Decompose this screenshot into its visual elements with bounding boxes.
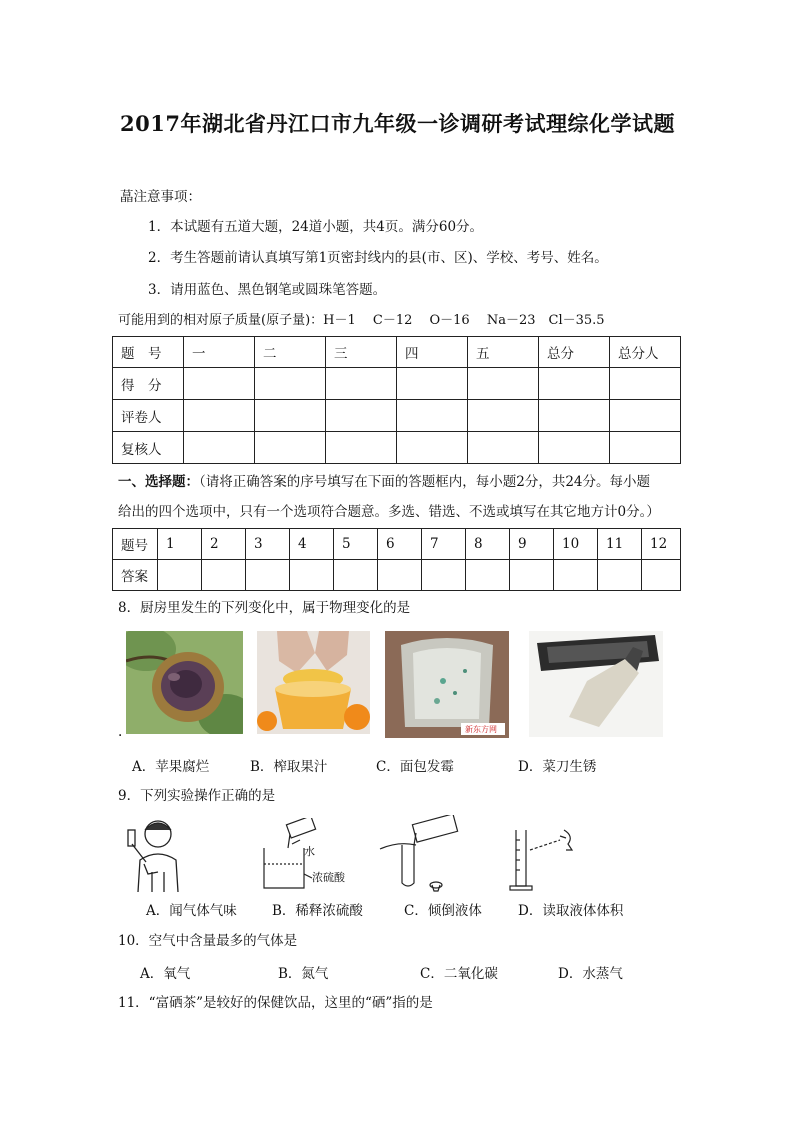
q9-option-c[interactable]: C．倾倒液体 — [404, 903, 482, 919]
score-cell[interactable] — [326, 368, 397, 400]
q10-option-c[interactable]: C．二氧化碳 — [420, 966, 498, 982]
score-cell[interactable] — [397, 432, 468, 464]
q9-option-a[interactable]: A．闻气体气味 — [146, 903, 237, 919]
question-9-options — [146, 899, 666, 919]
question-8-options — [132, 755, 652, 775]
score-cell[interactable] — [326, 400, 397, 432]
answer-header-cell: 10 — [554, 529, 598, 560]
score-table-header-row — [113, 337, 681, 368]
score-header-cell: 三 — [326, 337, 397, 368]
score-cell[interactable] — [610, 368, 681, 400]
answer-table-header-row — [113, 529, 681, 560]
score-table-row — [113, 432, 681, 464]
score-cell[interactable] — [397, 368, 468, 400]
q10-option-b[interactable]: B．氮气 — [278, 966, 329, 982]
answer-header-cell: 2 — [202, 529, 246, 560]
score-cell[interactable] — [184, 368, 255, 400]
q8-option-b[interactable]: B．榨取果汁 — [250, 759, 328, 775]
answer-header-cell: 题号 — [113, 529, 158, 560]
score-cell[interactable] — [397, 400, 468, 432]
score-cell[interactable] — [184, 400, 255, 432]
score-cell[interactable] — [610, 432, 681, 464]
page-title: 2017年湖北省丹江口市九年级一诊调研考试理综化学试题 — [120, 111, 675, 136]
notice-item-3: 3．请用蓝色、黑色钢笔或圆珠笔答题。 — [148, 282, 387, 298]
answer-cell[interactable] — [158, 560, 202, 591]
answer-header-cell: 6 — [378, 529, 422, 560]
score-header-cell: 四 — [397, 337, 468, 368]
score-cell[interactable] — [539, 368, 610, 400]
notice-heading: 蕌注意事项： — [120, 189, 201, 205]
answer-header-cell: 3 — [246, 529, 290, 560]
answer-header-cell: 12 — [642, 529, 681, 560]
score-header-cell: 一 — [184, 337, 255, 368]
question-11-stem: 11．“富硒茶”是较好的保健饮品，这里的“硒”指的是 — [118, 995, 433, 1011]
question-10-options — [140, 962, 660, 982]
score-cell[interactable] — [255, 432, 326, 464]
answer-header-cell: 9 — [510, 529, 554, 560]
score-row-label: 复核人 — [113, 432, 184, 464]
answer-cell[interactable] — [378, 560, 422, 591]
score-cell[interactable] — [610, 400, 681, 432]
answer-cell[interactable] — [422, 560, 466, 591]
rusty-knife-photo — [529, 631, 663, 737]
answer-row-label: 答案 — [113, 560, 158, 591]
label-conc-acid: 浓硫酸 — [312, 871, 345, 884]
score-cell[interactable] — [468, 400, 539, 432]
answer-header-cell: 11 — [598, 529, 642, 560]
read-volume-illustration — [508, 820, 586, 892]
score-table — [112, 336, 681, 464]
answer-header-cell: 1 — [158, 529, 202, 560]
answer-cell[interactable] — [334, 560, 378, 591]
atomic-mass-line: 可能用到的相对原子质量(原子量)：H－1 C－12 O－16 Na－23 Cl－35.5 — [118, 313, 605, 328]
juicer-photo — [257, 631, 370, 734]
score-header-cell: 总分人 — [610, 337, 681, 368]
q10-option-d[interactable]: D．水蒸气 — [558, 966, 623, 982]
answer-cell[interactable] — [510, 560, 554, 591]
q8-option-c[interactable]: C．面包发霉 — [376, 759, 454, 775]
answer-cell[interactable] — [202, 560, 246, 591]
answer-header-cell: 8 — [466, 529, 510, 560]
score-cell[interactable] — [468, 432, 539, 464]
score-header-cell: 总分 — [539, 337, 610, 368]
label-water: 水 — [304, 845, 315, 858]
moldy-bread-photo — [385, 631, 509, 738]
score-cell[interactable] — [255, 400, 326, 432]
score-cell[interactable] — [255, 368, 326, 400]
q9-option-d[interactable]: D．读取液体体积 — [518, 903, 624, 919]
answer-cell[interactable] — [246, 560, 290, 591]
score-header-cell: 五 — [468, 337, 539, 368]
answer-header-cell: 7 — [422, 529, 466, 560]
question-8-dot: . — [118, 724, 123, 740]
score-cell[interactable] — [539, 400, 610, 432]
notice-item-2: 2．考生答题前请认真填写第1页密封线内的县(市、区)、学校、考号、姓名。 — [148, 250, 608, 266]
q8-option-a[interactable]: A．苹果腐烂 — [132, 759, 210, 775]
score-cell[interactable] — [326, 432, 397, 464]
question-9-stem: 9．下列实验操作正确的是 — [118, 788, 276, 804]
question-8-stem: 8．厨房里发生的下列变化中，属于物理变化的是 — [118, 600, 411, 616]
score-cell[interactable] — [468, 368, 539, 400]
smell-gas-illustration — [118, 812, 198, 892]
q10-option-a[interactable]: A．氧气 — [140, 966, 191, 982]
question-10-stem: 10．空气中含量最多的气体是 — [118, 933, 298, 949]
section1-heading: 一、选择题： — [118, 474, 199, 490]
answer-cell[interactable] — [466, 560, 510, 591]
pour-liquid-illustration — [378, 815, 466, 893]
notice-item-1: 1．本试题有五道大题，24道小题，共4页。满分60分。 — [148, 219, 484, 235]
answer-header-cell: 4 — [290, 529, 334, 560]
score-table-row — [113, 368, 681, 400]
q8-option-d[interactable]: D．菜刀生锈 — [518, 759, 597, 775]
answer-cell[interactable] — [554, 560, 598, 591]
answer-table — [112, 528, 681, 591]
score-cell[interactable] — [184, 432, 255, 464]
score-row-label: 得 分 — [113, 368, 184, 400]
apple-rotting-photo — [126, 631, 243, 734]
section1-instr-2: 给出的四个选项中，只有一个选项符合题意。多选、错选、不选或填写在其它地方计0分。） — [118, 504, 660, 520]
score-row-label: 评卷人 — [113, 400, 184, 432]
section1-line-1 — [118, 472, 650, 492]
watermark-text: 新东方网 — [465, 725, 497, 734]
score-cell[interactable] — [539, 432, 610, 464]
score-header-cell: 二 — [255, 337, 326, 368]
score-table-row — [113, 400, 681, 432]
answer-cell[interactable] — [598, 560, 642, 591]
q9-option-b[interactable]: B．稀释浓硫酸 — [272, 903, 363, 919]
answer-header-cell: 5 — [334, 529, 378, 560]
answer-table-row — [113, 560, 681, 591]
answer-cell[interactable] — [290, 560, 334, 591]
section1-instr-1: （请将正确答案的序号填写在下面的答题框内，每小题2分，共24分。每小题 — [199, 474, 651, 490]
score-header-cell: 题 号 — [113, 337, 184, 368]
answer-cell[interactable] — [642, 560, 681, 591]
